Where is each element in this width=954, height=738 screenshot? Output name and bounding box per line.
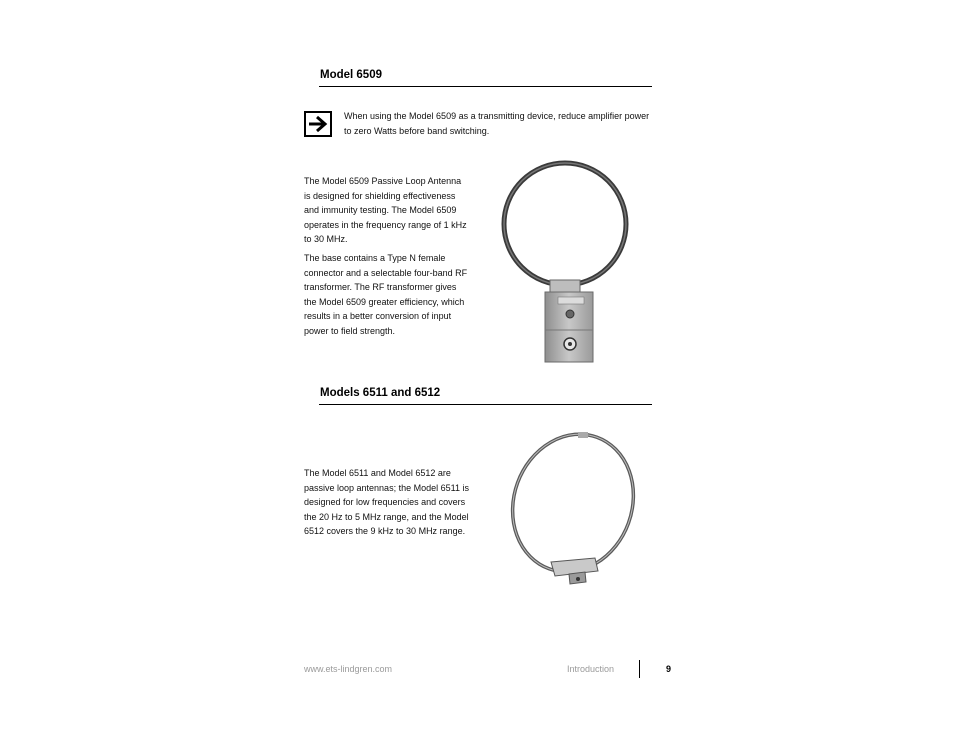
- paragraph: The Model 6511 and Model 6512 are passive loop antennas; the Model 6511 is designed for low frequencies and covers the 20 Hz to 5 MHz range, and the Model 6512 covers the 9 kHz to 30 MHz range.: [304, 468, 469, 537]
- page-number: 9: [666, 664, 672, 674]
- note-text: When using the Model 6509 as a transmitting device, reduce amplifier power to zero Watts before band switching.: [344, 111, 650, 136]
- arrow-right-icon: [304, 111, 332, 137]
- loop-antenna-6509-photo: [498, 158, 633, 364]
- heading-rule: [319, 86, 652, 87]
- footer-website: www.ets-lindgren.com: [304, 664, 393, 674]
- section-heading-6509: Model 6509: [320, 69, 382, 81]
- paragraph: The base contains a Type N female connector and a selectable four-band RF transformer. The RF transformer gives the Model 6509 greater efficiency, which results in a better conversion of input power to field strength.: [304, 252, 468, 336]
- section-6509-body: [304, 174, 470, 339]
- loop-antenna-6511-photo: [505, 428, 640, 588]
- footer-section: Introduction: [567, 664, 615, 674]
- section-6511-body: [304, 466, 470, 539]
- heading-rule: [319, 404, 652, 405]
- footer-divider: [639, 660, 640, 678]
- paragraph: The Model 6509 Passive Loop Antenna is designed for shielding effectiveness and immunity testing. The Model 6509 operates in the frequency range of 1 kHz to 30 MHz.: [304, 176, 467, 245]
- section-heading-6511-6512: Models 6511 and 6512: [320, 387, 441, 399]
